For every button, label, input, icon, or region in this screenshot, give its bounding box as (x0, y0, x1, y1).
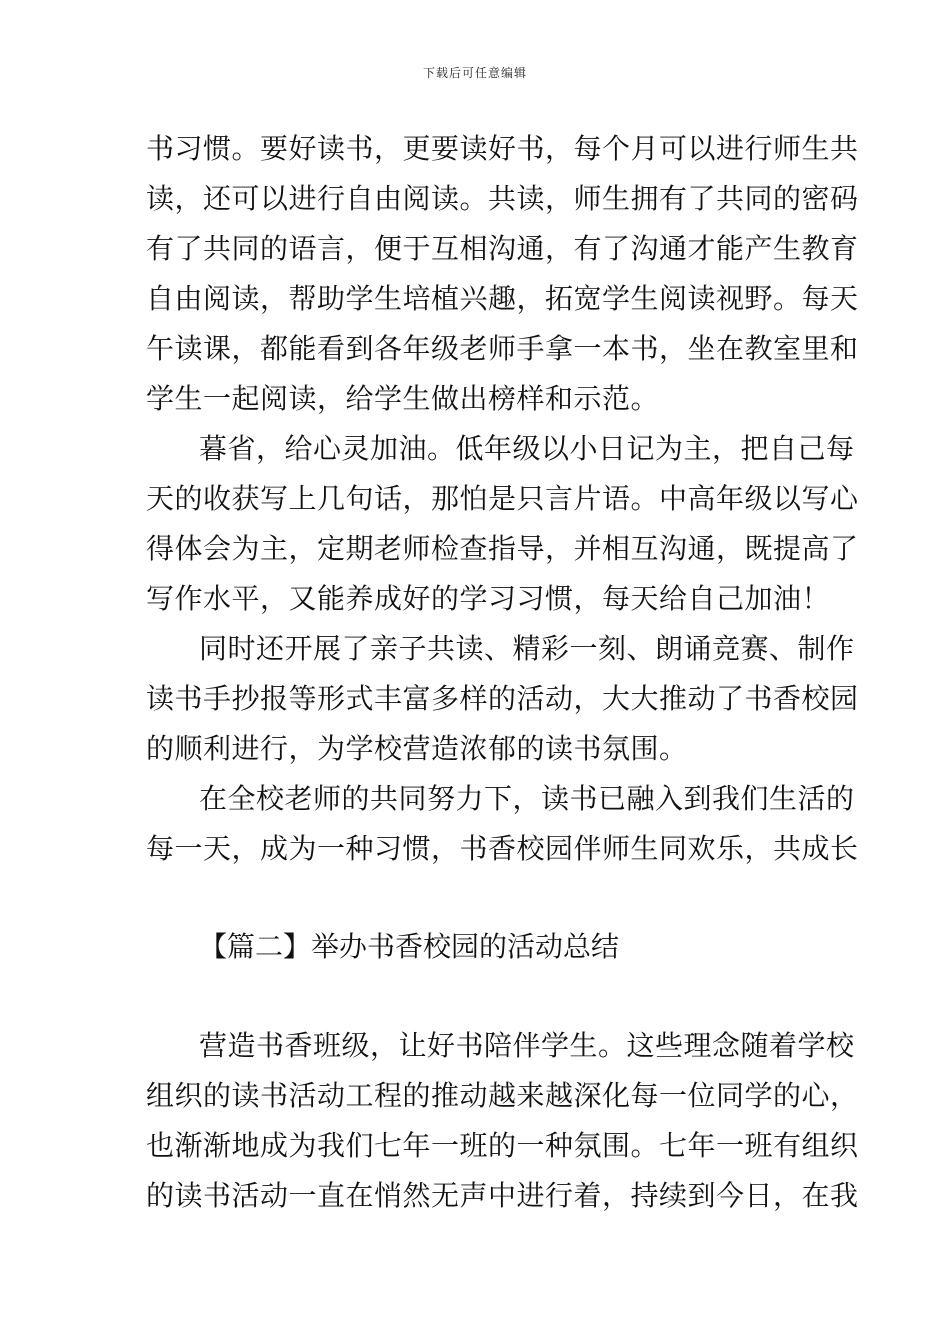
paragraph-5-line-1: 营造书香班级，让好书陪伴学生。这些理念随着学校 (199, 1029, 855, 1062)
paragraph-1-line-2: 读，还可以进行自由阅读。共读，师生拥有了共同的密码 (146, 182, 859, 215)
paragraph-3-line-2: 读书手抄报等形式丰富多样的活动，大大推动了书香校园 (146, 682, 859, 715)
paragraph-3-line-1: 同时还开展了亲子共读、精彩一刻、朗诵竞赛、制作 (199, 632, 855, 665)
paragraph-5-line-4: 的读书活动一直在悄然无声中进行着，持续到今日，在我 (146, 1179, 859, 1212)
paragraph-2-line-4: 写作水平，又能养成好的学习习惯，每天给自己加油！ (146, 582, 831, 615)
paragraph-5-line-3: 也渐渐地成为我们七年一班的一种氛围。七年一班有组织 (146, 1129, 859, 1162)
paragraph-2-line-1: 暮省，给心灵加油。低年级以小日记为主，把自己每 (199, 432, 855, 465)
paragraph-1-line-3: 有了共同的语言，便于互相沟通，有了沟通才能产生教育 (146, 232, 859, 265)
paragraph-4-line-2: 每一天，成为一种习惯，书香校园伴师生同欢乐，共成长 (146, 832, 859, 865)
paragraph-1-line-6: 学生一起阅读，给学生做出榜样和示范。 (146, 382, 660, 415)
paragraph-3-line-3: 的顺利进行，为学校营造浓郁的读书氛围。 (146, 732, 688, 765)
paragraph-5-line-2: 组织的读书活动工程的推动越来越深化每一位同学的心， (146, 1079, 859, 1112)
page-header: 下载后可任意编辑 (422, 66, 527, 80)
paragraph-1-line-5: 午读课，都能看到各年级老师手拿一本书，坐在教室里和 (146, 332, 859, 365)
paragraph-1-line-4: 自由阅读，帮助学生培植兴趣，拓宽学生阅读视野。每天 (146, 282, 859, 315)
paragraph-4-line-1: 在全校老师的共同努力下，读书已融入到我们生活的 (199, 782, 855, 815)
section-heading: 【篇二】举办书香校园的活动总结 (199, 930, 620, 963)
paragraph-1-line-1: 书习惯。要好读书，更要读好书，每个月可以进行师生共 (146, 132, 859, 165)
paragraph-2-line-2: 天的收获写上几句话，那怕是只言片语。中高年级以写心 (146, 482, 859, 515)
paragraph-2-line-3: 得体会为主，定期老师检查指导，并相互沟通，既提高了 (146, 532, 859, 565)
